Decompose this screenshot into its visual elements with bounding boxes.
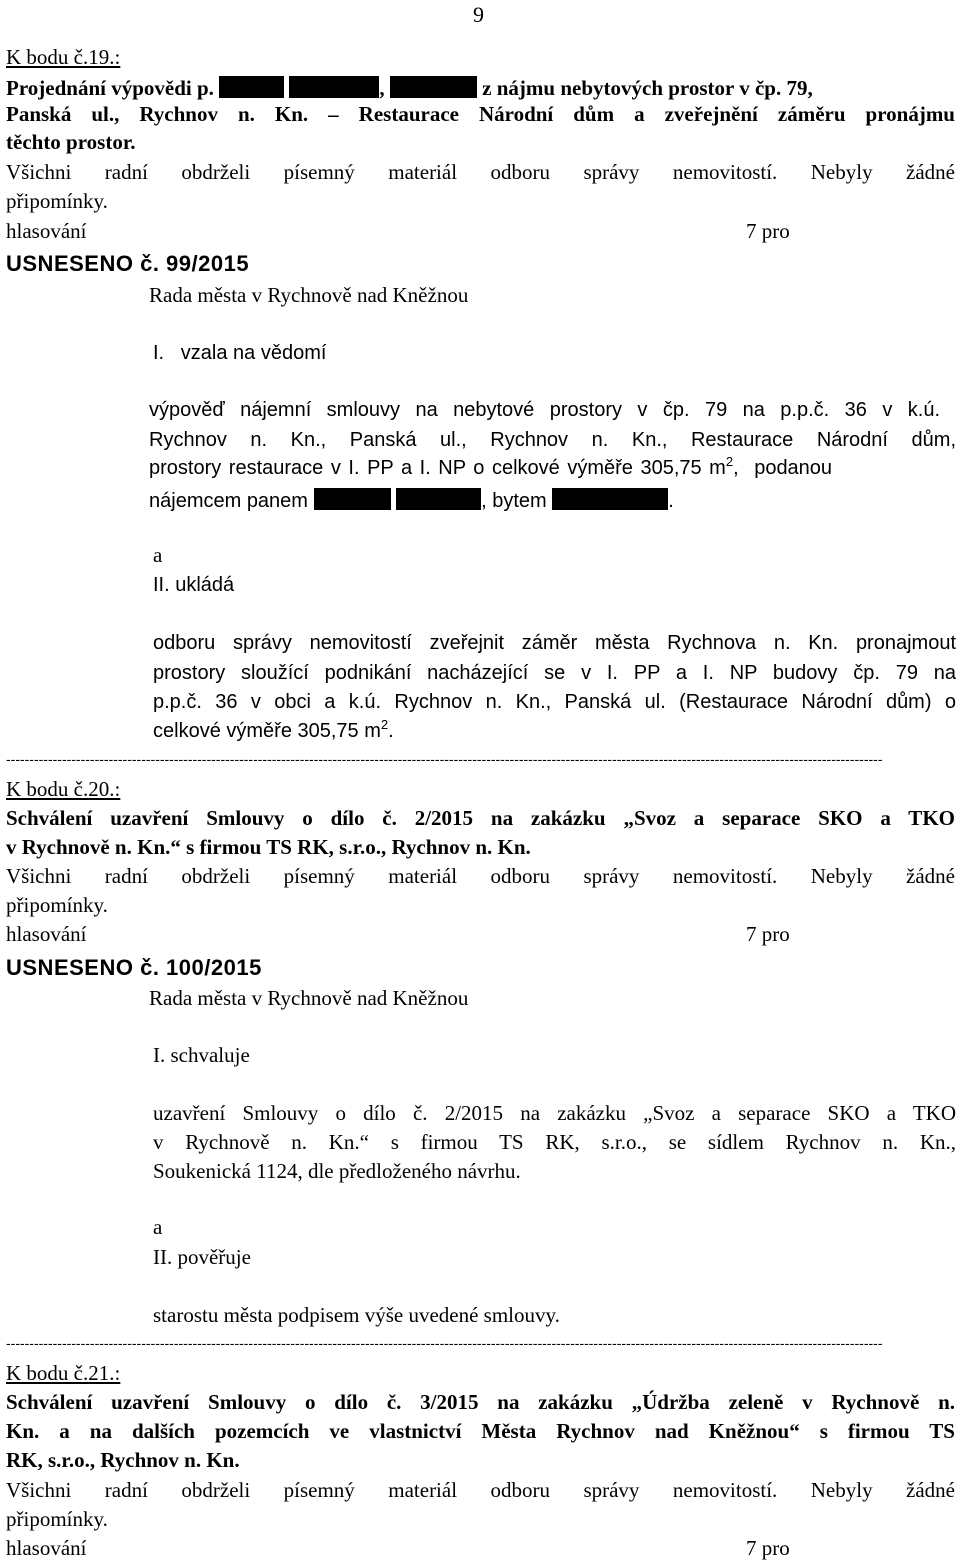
sec19-title-part-a: Projednání výpovědi p. (6, 76, 214, 100)
page-number: 9 (473, 2, 484, 27)
sec19-point2-line1: odboru správy nemovitostí zveřejnit záměr města Rychnova n. Kn. pronajmout (153, 632, 956, 654)
sec19-point1-line4-text: nájemcem panem (149, 490, 308, 512)
sec20-heading: K bodu č.20.: (6, 777, 121, 801)
sec19-point1-line3 (149, 454, 833, 479)
sec20-point1-line1: uzavření Smlouvy o dílo č. 2/2015 na zakázku „Svoz a separace SKO a TKO (153, 1101, 956, 1125)
sec20-vote-result: 7 pro (746, 922, 790, 946)
section-separator: -------------------------------------------------------------------------------------------------------------------------------------------------------------------------------------------- (6, 752, 883, 766)
sec19-intro-line1: Všichni radní obdrželi písemný materiál odboru správy nemovitostí. Nebyly žádné (6, 160, 955, 184)
sec19-title-line2: Panská ul., Rychnov n. Kn. – Restaurace Národní dům a zveřejnění záměru pronájmu (6, 102, 955, 126)
redaction-box (390, 76, 477, 98)
sec19-heading: K bodu č.19.: (6, 45, 121, 69)
sec21-heading: K bodu č.21.: (6, 1361, 121, 1385)
sec19-point2-line4-end: . (388, 720, 394, 742)
sec19-point1-line4-mid: , bytem (481, 490, 547, 512)
sec21-intro-line2: připomínky. (6, 1507, 108, 1531)
sec21-title-line2: Kn. a na dalších pozemcích ve vlastnictví Města Rychnov nad Kněžnou“ s firmou TS (6, 1419, 955, 1443)
sec19-title-part-b: , (379, 76, 385, 100)
sec20-point1-line2: v Rychnově n. Kn.“ s firmou TS RK, s.r.o., se sídlem Rychnov n. Kn., (153, 1130, 956, 1154)
redaction-box (289, 76, 379, 98)
sec19-vote-result: 7 pro (746, 219, 790, 243)
sec20-resolution-number: USNESENO č. 100/2015 (6, 955, 262, 980)
sec19-vote-label: hlasování (6, 219, 87, 243)
sec20-title-line2: v Rychnově n. Kn.“ s firmou TS RK, s.r.o., Rychnov n. Kn. (6, 835, 531, 859)
sec19-point2-line4-text: celkové výměře 305,75 m (153, 720, 381, 742)
sec21-title-line1: Schválení uzavření Smlouvy o dílo č. 3/2015 na zakázku „Údržba zeleně v Rychnově n. (6, 1390, 955, 1414)
section-separator: -------------------------------------------------------------------------------------------------------------------------------------------------------------------------------------------- (6, 1336, 883, 1350)
sec20-point1-title: I. schvaluje (153, 1043, 250, 1067)
sec20-intro-line1: Všichni radní obdrželi písemný materiál odboru správy nemovitostí. Nebyly žádné (6, 864, 955, 888)
sec19-point1-title: I. vzala na vědomí (153, 342, 327, 364)
sec19-point1-line2: Rychnov n. Kn., Panská ul., Rychnov n. Kn., Restaurace Národní dům, (149, 429, 956, 451)
sec20-vote-label: hlasování (6, 922, 87, 946)
sec19-title-part-c: z nájmu nebytových prostor v čp. 79, (482, 76, 813, 100)
sec21-title-line3: RK, s.r.o., Rychnov n. Kn. (6, 1448, 240, 1472)
sec19-resolution-number: USNESENO č. 99/2015 (6, 251, 250, 276)
redaction-box (552, 488, 668, 510)
sec19-point1-line3-text: prostory restaurace v I. PP a I. NP o celkové výměře 305,75 m (149, 457, 726, 479)
sec19-point1-line3-end: , podanou (733, 457, 833, 479)
sec19-title-line1 (6, 76, 813, 99)
superscript: 2 (725, 454, 734, 469)
sec19-point2-line2: prostory sloužící podnikání nacházející se v I. PP a I. NP budovy čp. 79 na (153, 662, 956, 684)
superscript: 2 (380, 717, 389, 732)
redaction-box (314, 488, 391, 510)
sec21-intro-line1: Všichni radní obdrželi písemný materiál odboru správy nemovitostí. Nebyly žádné (6, 1478, 955, 1502)
sec19-title-line3: těchto prostor. (6, 130, 136, 154)
sec19-council: Rada města v Rychnově nad Kněžnou (149, 283, 469, 307)
sec19-conjunction: a (153, 543, 163, 567)
sec19-point2-line4 (153, 717, 394, 742)
sec20-conjunction: a (153, 1215, 163, 1239)
sec21-vote-label: hlasování (6, 1536, 87, 1560)
sec19-point1-line4 (149, 488, 674, 511)
sec20-council: Rada města v Rychnově nad Kněžnou (149, 986, 469, 1010)
sec20-point2-line1: starostu města podpisem výše uvedené smlouvy. (153, 1303, 560, 1327)
sec19-point1-line4-end: . (668, 490, 674, 512)
redaction-box (219, 76, 284, 98)
sec19-point1-line1: výpověď nájemní smlouvy na nebytové prostory v čp. 79 na p.p.č. 36 v k.ú. (149, 399, 940, 421)
sec20-title-line1: Schválení uzavření Smlouvy o dílo č. 2/2015 na zakázku „Svoz a separace SKO a TKO (6, 806, 955, 830)
sec19-point2-line3: p.p.č. 36 v obci a k.ú. Rychnov n. Kn., Panská ul. (Restaurace Národní dům) o (153, 691, 956, 713)
sec19-intro-line2: připomínky. (6, 189, 108, 213)
sec20-point2-title: II. pověřuje (153, 1245, 251, 1269)
sec20-intro-line2: připomínky. (6, 893, 108, 917)
redaction-box (396, 488, 481, 510)
sec21-vote-result: 7 pro (746, 1536, 790, 1560)
sec19-point2-title: II. ukládá (153, 574, 235, 596)
sec20-point1-line3: Soukenická 1124, dle předloženého návrhu. (153, 1159, 521, 1183)
